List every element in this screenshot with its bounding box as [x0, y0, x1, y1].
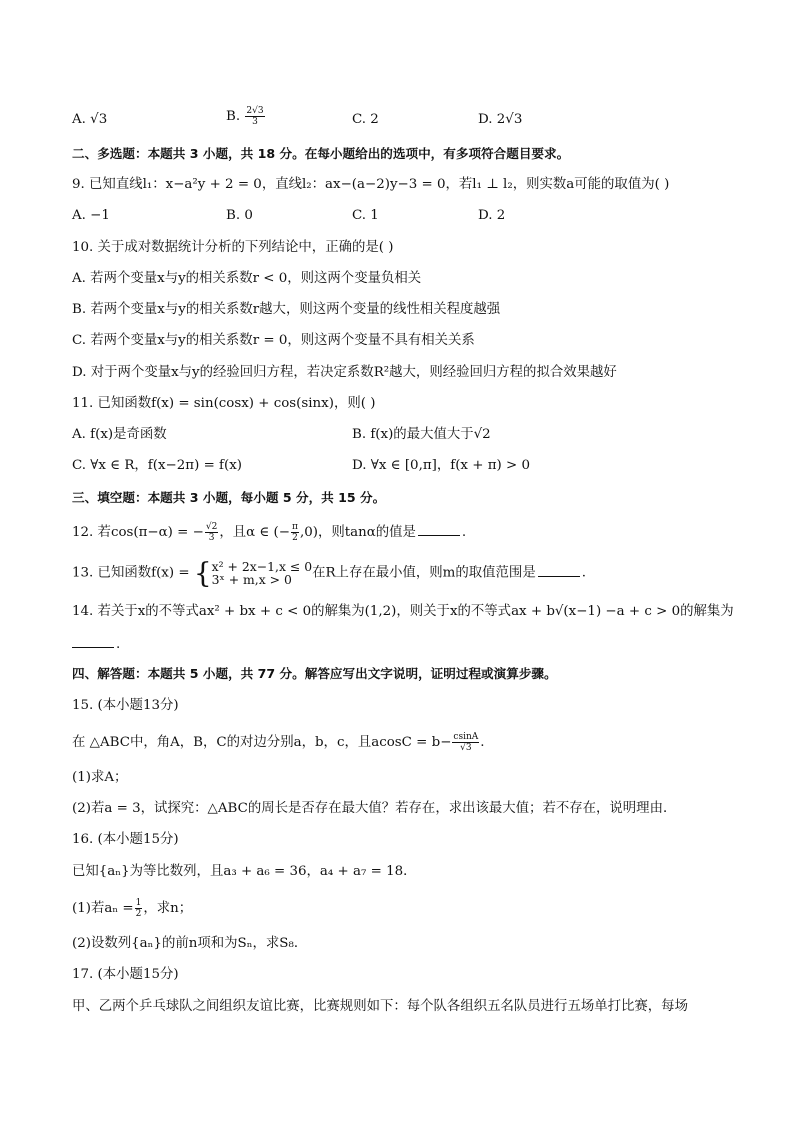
q15-frac-num: csinA — [453, 732, 479, 742]
q17-text: 甲、乙两个乒乓球队之间组织友谊比赛，比赛规则如下：每个队各组织五名队员进行五场单打比赛，每场 — [72, 999, 688, 1014]
q15-end: . — [480, 735, 485, 750]
q13-text — [72, 556, 586, 590]
q15-title: 15. (本小题13分) — [72, 698, 179, 713]
q14-answer-blank[interactable] — [72, 634, 114, 648]
q14-end: . — [116, 637, 121, 652]
q10-option-c: C. 若两个变量x与y的相关系数r = 0，则这两个变量不具有相关关系 — [72, 333, 475, 348]
q15-part-1: (1)求A； — [72, 770, 128, 785]
q13-brace: { — [193, 556, 212, 590]
q15-part-2: (2)若a = 3，试探究：△ABC的周长是否存在最大值？若存在，求出该最大值；若不存在，说明理由． — [72, 801, 677, 816]
q16-text: 已知{aₙ}为等比数列，且a₃ + a₆ = 36，a₄ + a₇ = 18． — [72, 864, 417, 879]
q12-mid: ，且α ∈ (− — [219, 525, 291, 540]
q11-option-b: B. f(x)的最大值大于√2 — [352, 427, 491, 442]
q14-answer-line — [72, 634, 120, 654]
q12-frac-den: 3 — [208, 533, 215, 543]
q16-title: 16. (本小题15分) — [72, 832, 179, 847]
q12-end: . — [461, 525, 467, 540]
q10-option-a: A. 若两个变量x与y的相关系数r < 0，则这两个变量负相关 — [72, 271, 422, 286]
q10-option-b: B. 若两个变量x与y的相关系数r越大，则这两个变量的线性相关程度越强 — [72, 302, 501, 317]
q16-part-1 — [72, 898, 192, 919]
section-4-heading: 四、解答题：本题共 5 小题，共 77 分。解答应写出文字说明，证明过程或演算步骤。 — [72, 666, 557, 681]
q9-option-d: D. 2 — [478, 208, 506, 223]
q12-pi-num: π — [292, 522, 298, 532]
q8-option-a: A. √3 — [72, 112, 108, 127]
q15-pre: 在 △ABC中，角A，B，C的对边分别a，b，c，且acosC = b− — [72, 735, 452, 750]
q11-text: 11. 已知函数f(x) = sin(cosx) + cos(sinx)，则( ) — [72, 396, 376, 411]
q8-option-d: D. 2√3 — [478, 112, 523, 127]
q17-title: 17. (本小题15分) — [72, 967, 179, 982]
q9-option-b: B. 0 — [226, 208, 253, 223]
q12-post: ,0)，则tanα的值是 — [299, 525, 416, 540]
q16-p1-num: 1 — [135, 898, 142, 908]
q8-b-numerator: 2√3 — [246, 106, 264, 116]
q8-option-b: B. $\frac{2√3}{3}$ — [226, 106, 264, 127]
q13-case-2: 3ˣ + m,x > 0 — [211, 572, 292, 587]
q13-post: 在R上存在最小值，则m的取值范围是 — [312, 565, 536, 581]
q11-option-c: C. ∀x ∈ R，f(x−2π) = f(x) — [72, 458, 242, 473]
q14-text: 14. 若关于x的不等式ax² + bx + c < 0的解集为(1,2)，则关于x的不等式ax + b√(x−1) −a + c > 0的解集为 — [72, 604, 734, 619]
q13-case-1: x² + 2x−1,x ≤ 0 — [211, 559, 313, 574]
q15-frac-den: √3 — [460, 743, 472, 753]
q16-p1-post: ，求n； — [143, 901, 193, 916]
q9-option-c: C. 1 — [352, 208, 379, 223]
q16-p1-pre: (1)若aₙ = — [72, 901, 134, 916]
section-3-heading: 三、填空题：本题共 3 小题，每小题 5 分，共 15 分。 — [72, 490, 386, 505]
q9-option-a: A. −1 — [72, 208, 110, 223]
q13-end: . — [581, 565, 586, 581]
q13-answer-blank[interactable] — [538, 563, 580, 577]
section-2-heading: 二、多选题：本题共 3 小题，共 18 分。在每小题给出的选项中，有多项符合题目要求。 — [72, 146, 570, 161]
q11-option-a: A. f(x)是奇函数 — [72, 427, 167, 442]
q10-text: 10. 关于成对数据统计分析的下列结论中，正确的是( ) — [72, 240, 394, 255]
q9-text: 9. 已知直线l₁：x−a²y + 2 = 0，直线l₂：ax−(a−2)y−3 = 0，若l₁ ⊥ l₂，则实数a可能的取值为( ) — [72, 177, 670, 192]
q12-frac-num: √2 — [205, 522, 218, 532]
q15-text — [72, 732, 485, 753]
q13-pre: 13. 已知函数f(x) = — [72, 565, 190, 581]
q16-part-2: (2)设数列{aₙ}的前n项和为Sₙ，求S₈． — [72, 936, 308, 951]
q8-option-c: C. 2 — [352, 112, 379, 127]
q10-option-d: D. 对于两个变量x与y的经验回归方程，若决定系数R²越大，则经验回归方程的拟合效果越好 — [72, 365, 617, 380]
q11-option-d: D. ∀x ∈ [0,π]，f(x + π) > 0 — [352, 458, 530, 473]
q12-text — [72, 522, 466, 543]
q12-pi-den: 2 — [292, 533, 298, 543]
q12-pre: 12. 若cos(π−α) = − — [72, 525, 204, 540]
q8-b-denominator: 3 — [252, 117, 258, 127]
q12-answer-blank[interactable] — [418, 522, 460, 536]
q16-p1-den: 2 — [135, 909, 142, 919]
